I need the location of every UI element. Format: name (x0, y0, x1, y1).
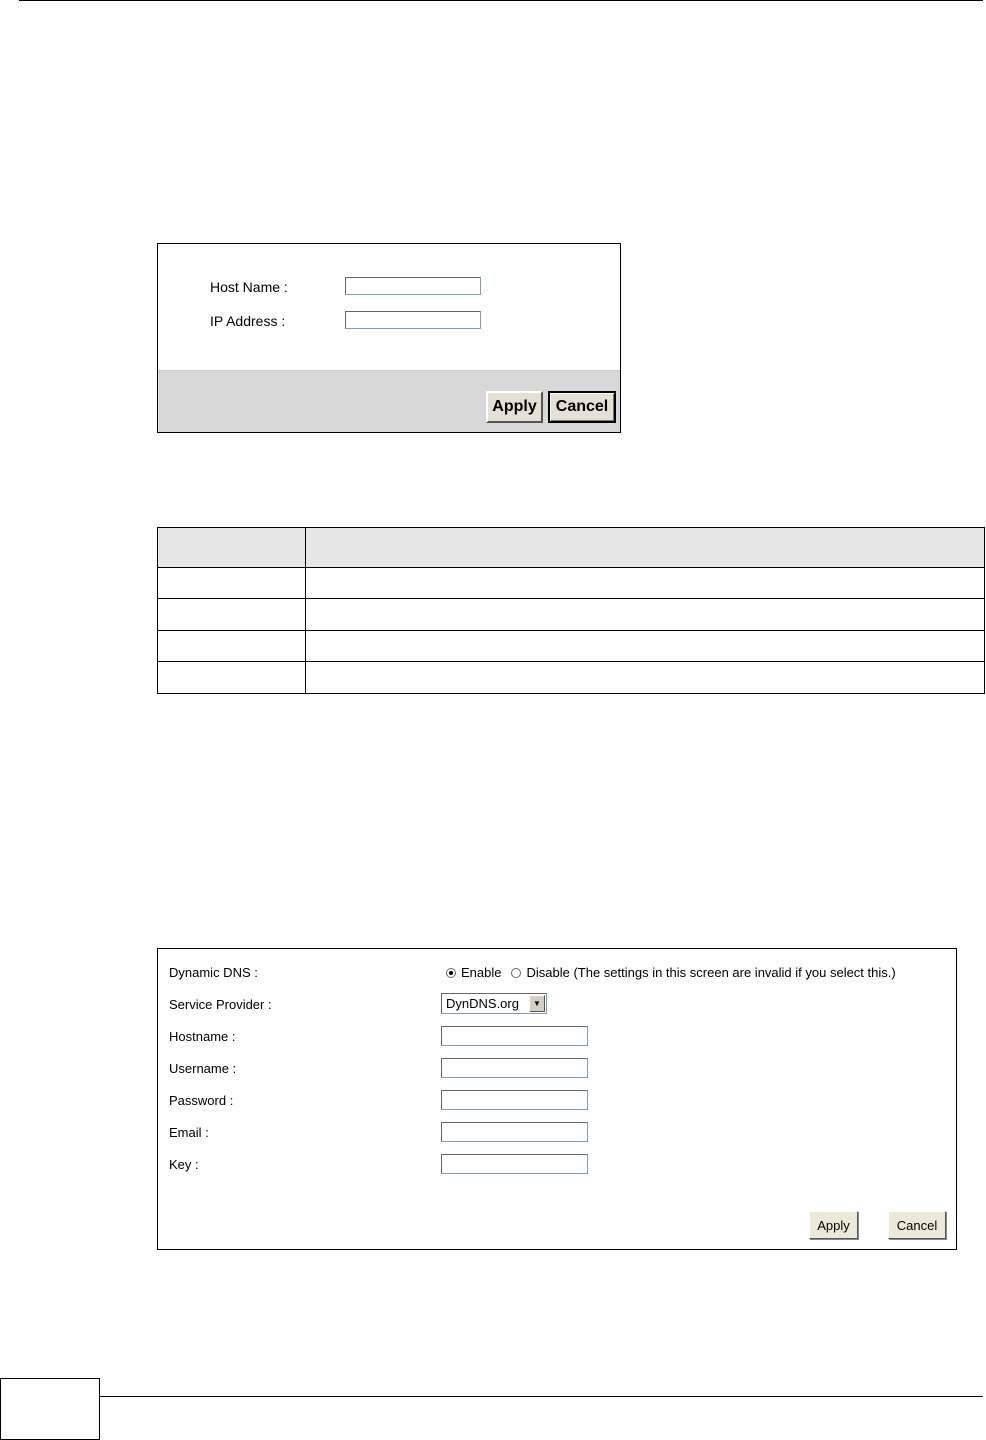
ip-address-label: IP Address : (210, 313, 286, 329)
header-rule (19, 0, 983, 1)
table-row (158, 567, 985, 599)
host-entry-panel (157, 243, 621, 433)
email-input[interactable] (441, 1122, 588, 1142)
service-provider-label: Service Provider : (169, 997, 272, 1012)
table-cell (306, 662, 985, 694)
table-cell (158, 662, 306, 694)
table-row (158, 630, 985, 662)
ip-address-input[interactable] (345, 311, 481, 329)
host-name-label: Host Name : (210, 279, 288, 295)
service-provider-value: DynDNS.org (446, 996, 519, 1011)
username-input[interactable] (441, 1058, 588, 1078)
table-cell (306, 567, 985, 599)
dynamic-dns-panel (157, 948, 957, 1250)
table-header-cell (158, 528, 306, 568)
table-cell (158, 630, 306, 662)
password-label: Password : (169, 1093, 234, 1108)
table-header-row (158, 528, 985, 568)
table-cell (306, 599, 985, 631)
apply-button[interactable]: Apply (486, 391, 543, 423)
key-input[interactable] (441, 1154, 588, 1174)
table-cell (158, 599, 306, 631)
page-number-box (0, 1378, 100, 1440)
table-row (158, 599, 985, 631)
dynamic-dns-label: Dynamic DNS : (169, 965, 258, 980)
enable-radio-label[interactable]: Enable (461, 965, 502, 980)
radio-checked-icon[interactable] (446, 968, 456, 978)
dynamic-dns-radio-group (446, 965, 896, 980)
table-cell (158, 567, 306, 599)
table-row (158, 662, 985, 694)
table-header-cell (306, 528, 985, 568)
host-name-input[interactable] (345, 277, 481, 295)
service-provider-select[interactable] (441, 993, 547, 1014)
cancel-button[interactable]: Cancel (888, 1211, 946, 1239)
password-input[interactable] (441, 1090, 588, 1110)
disable-radio-label[interactable]: Disable (The settings in this screen are invalid if you select this.) (526, 965, 896, 980)
cancel-button[interactable]: Cancel (548, 391, 616, 423)
fields-table (157, 527, 985, 694)
chevron-down-icon[interactable]: ▼ (529, 995, 545, 1012)
username-label: Username : (169, 1061, 237, 1076)
table-cell (306, 630, 985, 662)
hostname-input[interactable] (441, 1026, 588, 1046)
key-label: Key : (169, 1157, 199, 1172)
footer-rule (100, 1396, 983, 1397)
hostname-label: Hostname : (169, 1029, 236, 1044)
apply-button[interactable]: Apply (809, 1211, 858, 1239)
email-label: Email : (169, 1125, 209, 1140)
radio-unchecked-icon[interactable] (511, 968, 521, 978)
